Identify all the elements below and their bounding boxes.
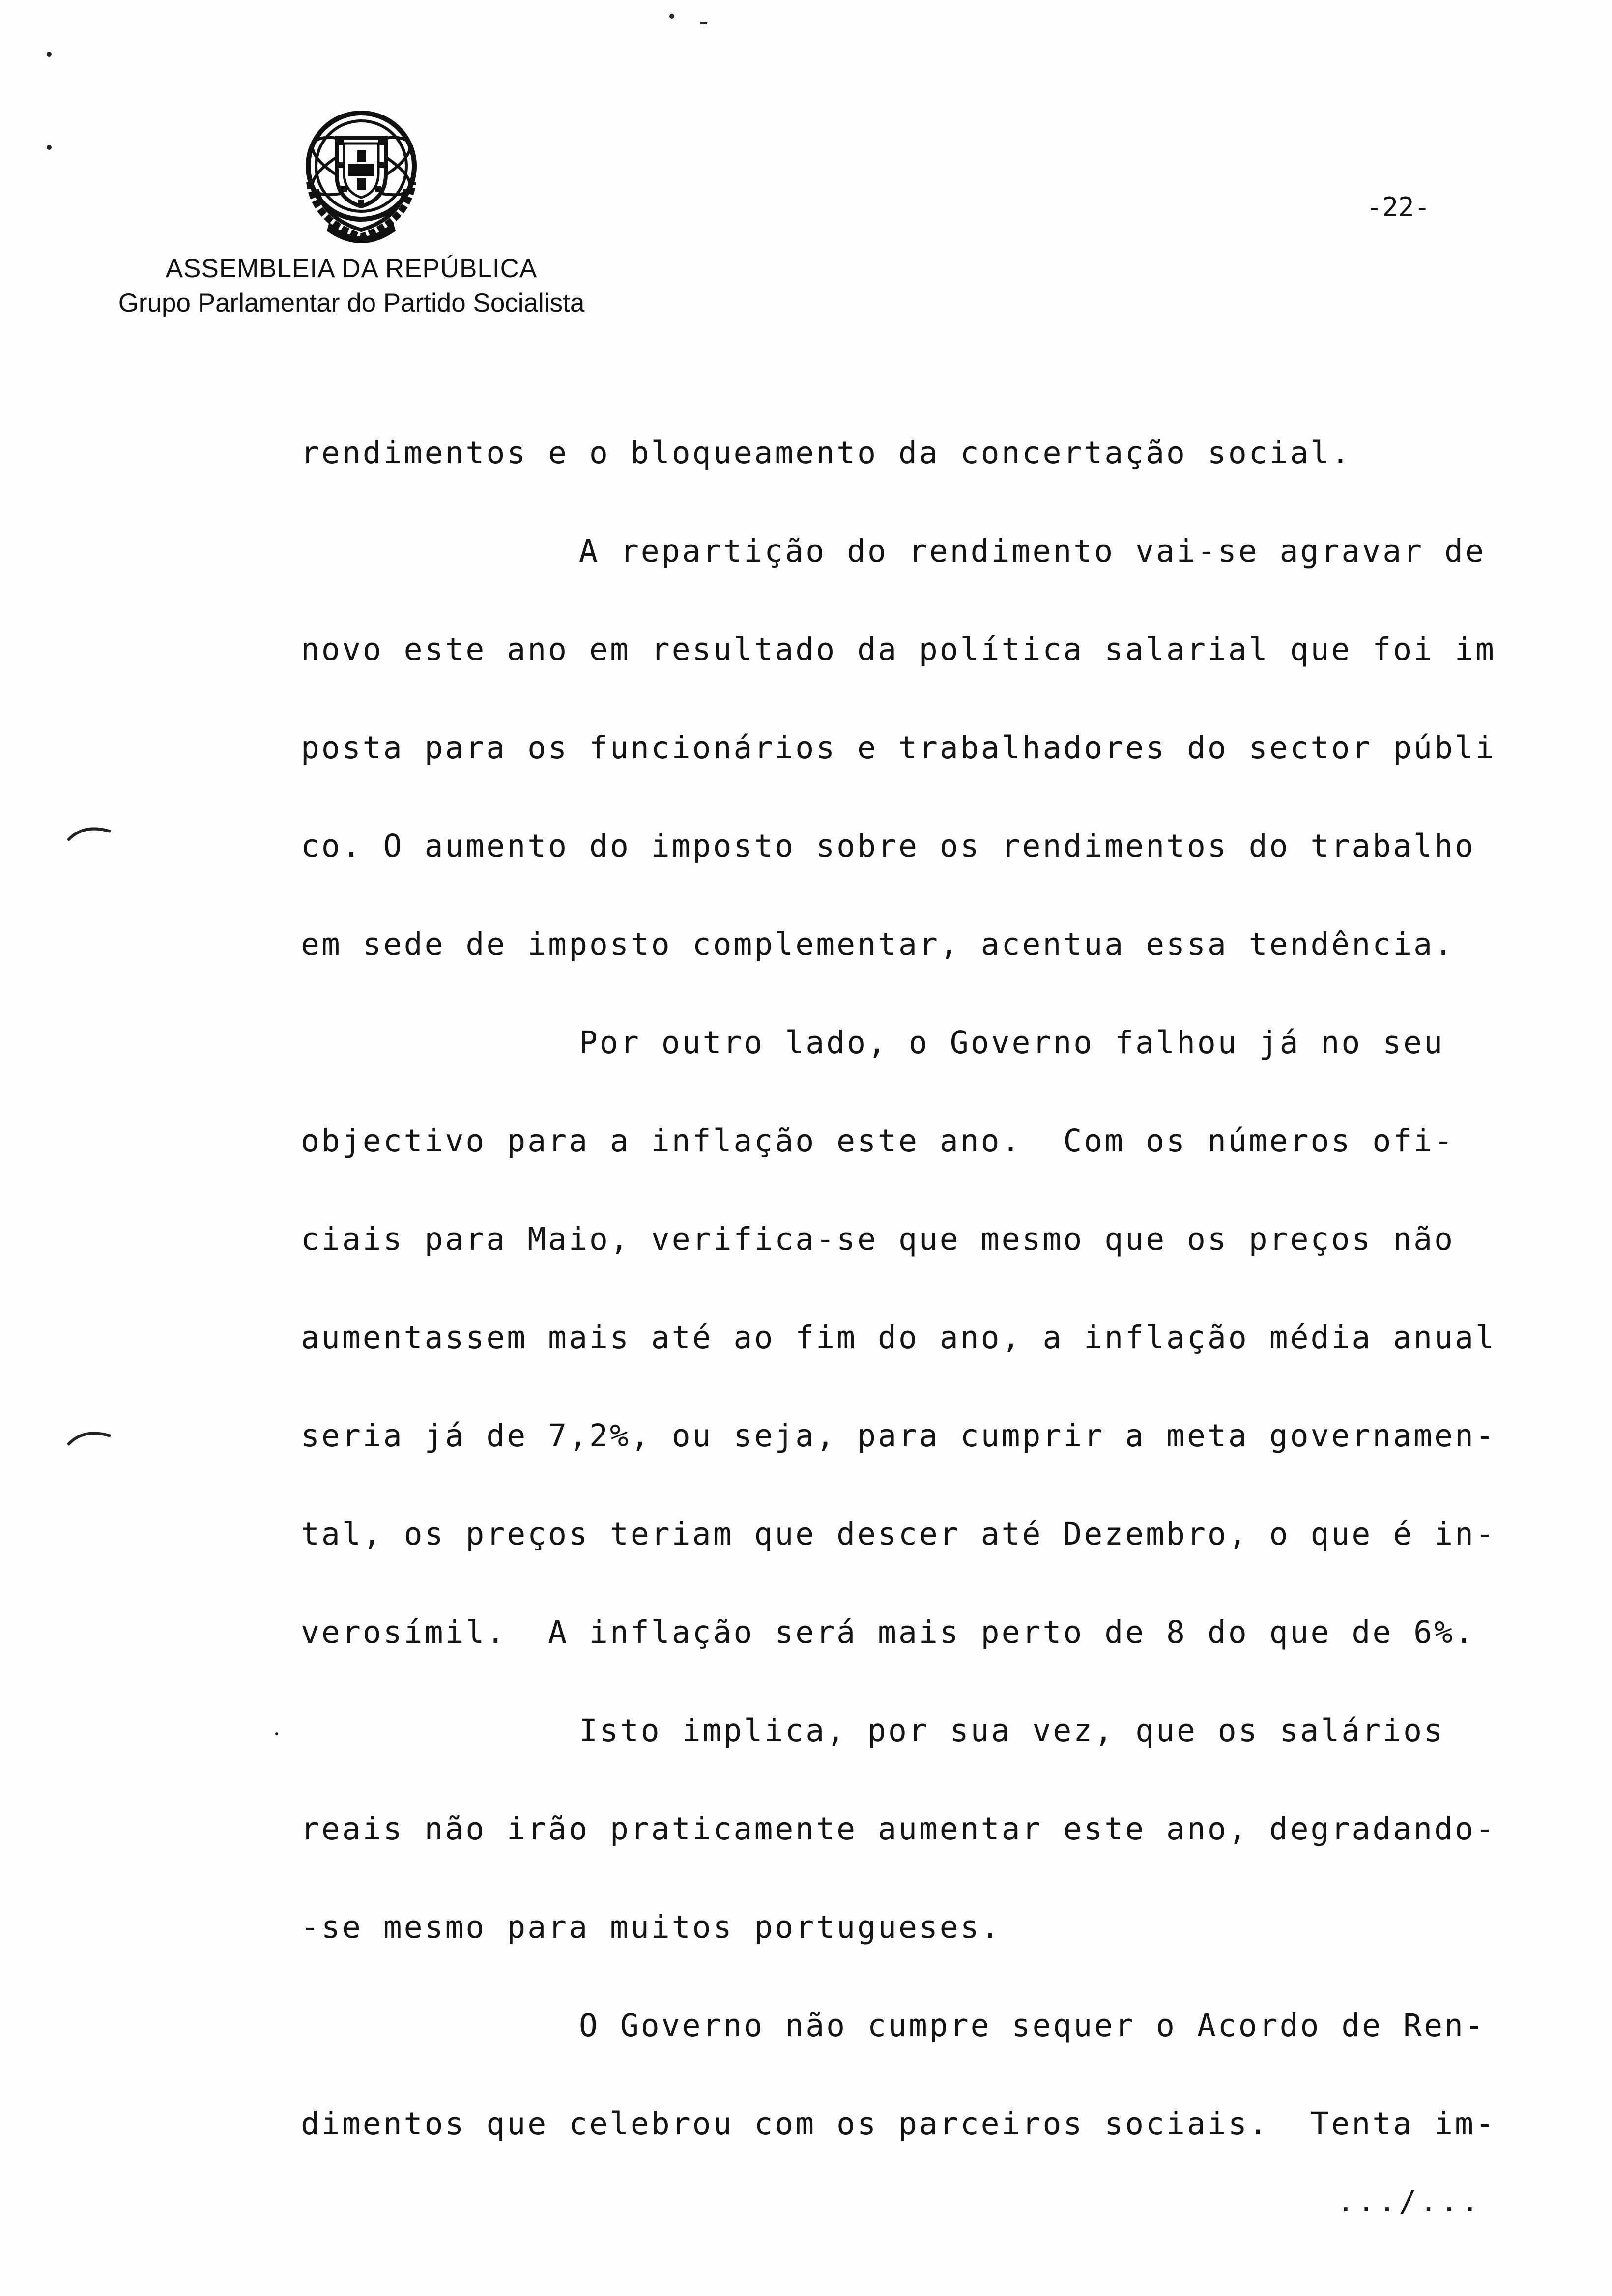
continuation-marker: .../... [1337,2184,1482,2219]
parliamentary-group-name: Grupo Parlamentar do Partido Socialista [118,288,585,317]
organization-name: ASSEMBLEIA DA REPÚBLICA [165,254,538,283]
body-line: reais não irão praticamente aumentar este ano, degradando- [301,1811,1496,1847]
punch-hole-mark-icon [64,821,118,845]
body-line: seria já de 7,2%, ou seja, para cumprir a meta governamen- [301,1418,1496,1454]
scan-speck [47,52,52,57]
body-line: posta para os funcionários e trabalhadores do sector públi [301,730,1496,766]
body-line: Por outro lado, o Governo falhou já no seu [579,1025,1445,1061]
body-line: A repartição do rendimento vai-se agravar de [579,533,1486,569]
body-line: -se mesmo para muitos portugueses. [301,1909,1002,1945]
body-line: verosímil. A inflação será mais perto de 8 do que de 6%. [301,1614,1475,1650]
body-line: em sede de imposto complementar, acentua essa tendência. [301,926,1455,962]
body-line: objectivo para a inflação este ano. Com os números ofi- [301,1123,1455,1159]
scan-speck [669,14,674,19]
body-line: dimentos que celebrou com os parceiros sociais. Tenta im- [301,2106,1496,2142]
body-line: aumentassem mais até ao fim do ano, a inflação média anual [301,1320,1496,1355]
body-line: O Governo não cumpre sequer o Acordo de Ren- [579,2008,1486,2043]
body-line: co. O aumento do imposto sobre os rendimentos do trabalho [301,828,1475,864]
body-line: rendimentos e o bloqueamento da concertação social. [301,435,1352,471]
page-number: -22- [1366,192,1431,223]
scan-speck [47,145,52,150]
body-line: Isto implica, por sua vez, que os salários [579,1713,1445,1749]
scan-speck [275,1732,278,1735]
punch-hole-mark-icon [64,1425,118,1450]
body-line: tal, os preços teriam que descer até Dezembro, o que é in- [301,1516,1496,1552]
scan-speck [700,22,707,24]
body-line: ciais para Maio, verifica-se que mesmo que os preços não [301,1221,1455,1257]
coat-of-arms-icon [295,108,428,246]
body-line: novo este ano em resultado da política salarial que foi im [301,631,1496,667]
